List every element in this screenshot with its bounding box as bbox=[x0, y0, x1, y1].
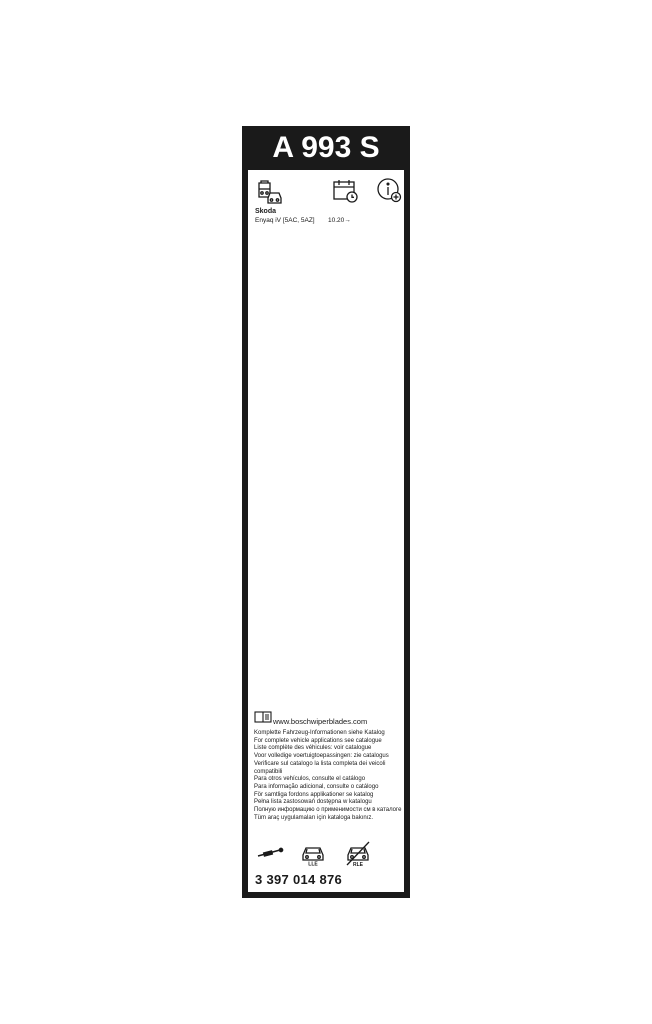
wiper-arm-icon bbox=[256, 846, 284, 860]
catalogue-book-icon bbox=[254, 711, 272, 723]
calendar-icon bbox=[332, 178, 360, 204]
product-code: A 993 S bbox=[272, 131, 380, 164]
rle-text: RLE bbox=[353, 862, 363, 867]
catalogue-note: For complete vehicle applications see catalogue bbox=[254, 737, 382, 744]
catalogue-note: Pełna lista zastosowań dostępna w katalogu bbox=[254, 799, 372, 806]
product-label bbox=[242, 126, 410, 898]
vehicle-make: Skoda bbox=[255, 208, 277, 215]
catalogue-notes bbox=[254, 730, 404, 822]
vehicle-date: 10.20→ bbox=[328, 217, 351, 224]
catalogue-note: Liste complète des véhicules: voir catalogue bbox=[254, 745, 372, 752]
catalogue-note: Полную информацию о применимости см в каталоге bbox=[254, 807, 402, 814]
vehicle-model: Enyaq iV [5AC, 5AZ] bbox=[255, 217, 315, 224]
info-plus-icon bbox=[377, 178, 403, 204]
website-link[interactable]: www.boschwiperblades.com bbox=[273, 717, 368, 726]
lle-text: LLE bbox=[308, 861, 318, 866]
car-rle-icon bbox=[344, 839, 372, 867]
car-lle-icon bbox=[300, 842, 326, 866]
label-panel bbox=[248, 170, 404, 892]
catalogue-note: Komplette Fahrzeug-Informationen siehe Katalog bbox=[254, 730, 385, 736]
catalogue-note: Para informação adicional, consulte o catálogo bbox=[254, 783, 379, 790]
catalogue-note: För samtliga fordons applikationer se katalog bbox=[254, 791, 374, 798]
catalogue-note: Para otros vehículos, consulte el catálogo bbox=[254, 776, 366, 783]
vehicle-icon bbox=[256, 178, 284, 206]
catalogue-note: Voor volledige voertuigtoepassingen: zie catalogus bbox=[254, 753, 389, 760]
article-number: 3 397 014 876 bbox=[255, 872, 343, 887]
catalogue-note: Tüm araç uygulamaları için kataloga bakınız. bbox=[254, 814, 374, 821]
catalogue-note: Verificare sul catalogo la lista completa dei veicoli compatibili bbox=[254, 760, 386, 775]
